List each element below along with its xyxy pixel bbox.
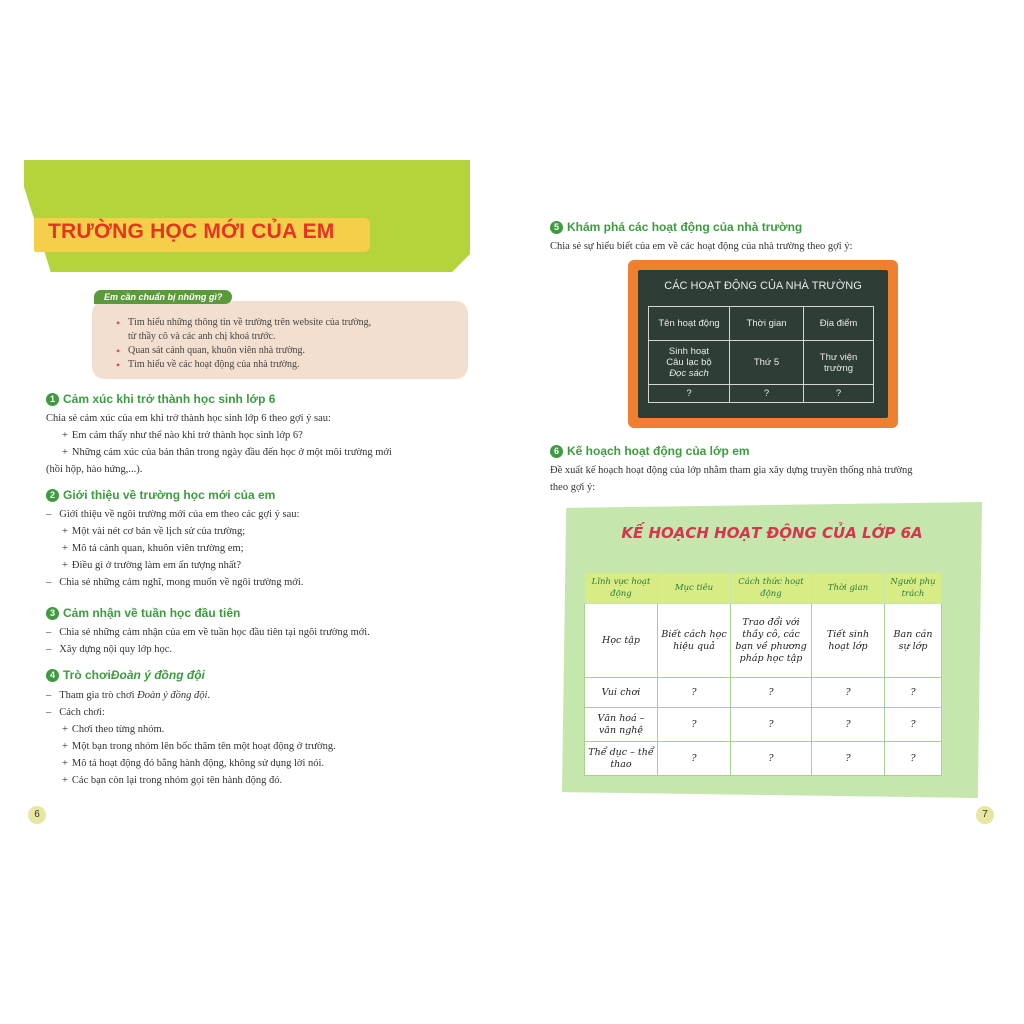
table-cell: Sinh hoạt Câu lạc bộ Đọc sách [649, 341, 730, 385]
table-cell: ? [731, 708, 812, 742]
chalkboard-title: CÁC HOẠT ĐỘNG CỦA NHÀ TRƯỜNG [664, 280, 862, 292]
list-item: • Tìm hiểu những thông tin về trường trên website của trường, từ thầy cô và các anh chị khoá trước. [116, 316, 456, 344]
table-cell: ? [885, 678, 942, 708]
left-page [24, 160, 504, 830]
table-row [585, 678, 942, 708]
table-cell: Thứ 5 [730, 341, 804, 385]
table-cell: Trao đổi với thầy cô, các bạn về phương pháp học tập [731, 604, 812, 678]
page-title: TRƯỜNG HỌC MỚI CỦA EM [48, 220, 335, 243]
table-cell: Thể dục – thể thao [585, 742, 658, 776]
section-1-body: Chia sẻ cảm xúc của em khi trở thành học sinh lớp 6 theo gợi ý sau: + Em cảm thấy như thế nào khi trở thành học sinh lớp 6? + Những cảm xúc của bản thân trong ngày đầu đến học ở một môi trường mới (hồi hộp, hào hứng,...). [46, 410, 496, 478]
table-row [585, 604, 942, 678]
section-3-heading: 3 Cảm nhận về tuần học đầu tiên [46, 606, 240, 620]
table-row [585, 742, 942, 776]
section-5-intro: Chia sẻ sự hiểu biết của em về các hoạt động của nhà trường theo gợi ý: [550, 241, 853, 252]
table-cell: ? [812, 678, 885, 708]
table-cell: ? [731, 678, 812, 708]
table-cell: ? [885, 708, 942, 742]
section-number-badge: 6 [550, 445, 563, 458]
preparation-list [116, 316, 456, 372]
section-2-heading: 2 Giới thiệu về trường học mới của em [46, 488, 275, 502]
table-cell: Văn hoá – văn nghệ [585, 708, 658, 742]
list-item: • Tìm hiểu về các hoạt động của nhà trường. [116, 358, 456, 372]
table-header: Lĩnh vực hoạt động [585, 573, 658, 604]
table-header: Người phụ trách [885, 573, 942, 604]
section-number-badge: 1 [46, 393, 59, 406]
table-header: Tên hoạt động [649, 307, 730, 341]
table-cell: Học tập [585, 604, 658, 678]
section-number-badge: 2 [46, 489, 59, 502]
section-number-badge: 4 [46, 669, 59, 682]
section-2-body: – Giới thiệu về ngôi trường mới của em theo các gợi ý sau: + Một vài nét cơ bản về lịch sử của trường; + Mô tả cảnh quan, khuôn viên trường em; + Điều gì ở trường làm em ấn tượng nhất? – Chia sẻ những cảm nghĩ, mong muốn về ngôi trường mới. [46, 506, 496, 591]
section-6-heading: 6 Kế hoạch hoạt động của lớp em [550, 444, 750, 458]
section-3-body: – Chia sẻ những cảm nhận của em về tuần học đầu tiên tại ngôi trường mới. – Xây dựng nội quy lớp học. [46, 624, 496, 658]
table-cell: ? [649, 385, 730, 403]
table-cell: Tiết sinh hoạt lớp [812, 604, 885, 678]
table-cell: Thư viện trường [804, 341, 874, 385]
section-number-badge: 3 [46, 607, 59, 620]
preparation-label: Em cần chuẩn bị những gì? [94, 290, 232, 304]
table-cell: ? [658, 708, 731, 742]
table-cell: ? [885, 742, 942, 776]
class-plan-table [584, 572, 942, 776]
list-item: • Quan sát cảnh quan, khuôn viên nhà trường. [116, 344, 456, 358]
section-4-body: – Tham gia trò chơi Đoàn ý đồng đội. – Cách chơi: + Chơi theo từng nhóm. + Một bạn trong nhóm lên bốc thăm tên một hoạt động ở trường. + Mô tả hoạt động đó bằng hành động, không sử dụng lời nói. + Các bạn còn lại trong nhóm gọi tên hành động đó. [46, 687, 496, 789]
page-number-left: 6 [28, 806, 46, 824]
table-cell: ? [812, 708, 885, 742]
table-header: Thời gian [730, 307, 804, 341]
section-4-heading: 4 Trò chơi Đoàn ý đồng đội [46, 668, 205, 682]
page-number-right: 7 [976, 806, 994, 824]
table-header: Thời gian [812, 573, 885, 604]
table-cell: ? [658, 678, 731, 708]
title-banner [24, 160, 470, 272]
section-number-badge: 5 [550, 221, 563, 234]
table-cell: ? [730, 385, 804, 403]
table-row [585, 708, 942, 742]
table-cell: ? [731, 742, 812, 776]
table-cell: ? [804, 385, 874, 403]
table-cell: Biết cách học hiệu quả [658, 604, 731, 678]
table-cell: ? [658, 742, 731, 776]
table-cell: Ban cán sự lớp [885, 604, 942, 678]
section-5-heading: 5 Khám phá các hoạt động của nhà trường [550, 220, 802, 234]
table-cell: Vui chơi [585, 678, 658, 708]
table-header: Mục tiêu [658, 573, 731, 604]
school-activities-table [648, 306, 874, 403]
table-header: Cách thức hoạt động [731, 573, 812, 604]
right-page [540, 160, 1000, 830]
plan-title: KẾ HOẠCH HOẠT ĐỘNG CỦA LỚP 6A [621, 524, 923, 542]
section-1-heading: 1 Cảm xúc khi trở thành học sinh lớp 6 [46, 392, 275, 406]
section-6-intro: Đề xuất kế hoạch hoạt động của lớp nhằm tham gia xây dựng truyền thống nhà trường theo gợi ý: [550, 465, 913, 493]
table-header: Địa điểm [804, 307, 874, 341]
table-cell: ? [812, 742, 885, 776]
